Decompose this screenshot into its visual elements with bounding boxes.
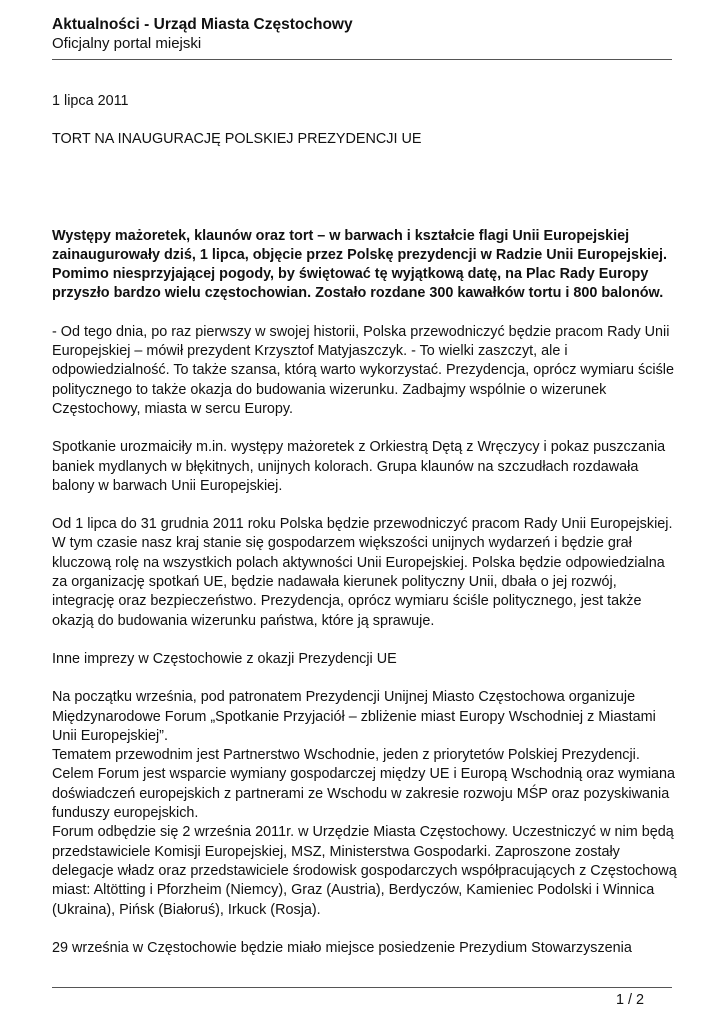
article-body: [52, 92, 677, 958]
article-paragraph: Od 1 lipca do 31 grudnia 2011 roku Polska będzie przewodniczyć pracom Rady Unii Europejskiej. W tym czasie nasz kraj stanie się gospodarzem większości unijnych wydarzeń i będzie grał kluczową rolę na wszystkich polach aktywności Unii Europejskiej. Polska będzie odpowiedzialna za organizację spotkań UE, będzie nadawała kierunek polityczny Unii, dbała o jej rozwój, integrację oraz bezpieczeństwo. Prezydencja, oprócz wymiaru ściśle politycznego, jest także okazją do budowania wizerunku państwa, które ją sprawuje.: [52, 516, 673, 629]
page-number: 1 / 2: [615, 992, 644, 1008]
header-divider: [52, 59, 672, 60]
page-header: [52, 15, 672, 53]
article-headline: TORT NA INAUGURACJĘ POLSKIEJ PREZYDENCJI UE: [52, 131, 422, 148]
article-paragraph: Spotkanie urozmaiciły m.in. występy mażoretek z Orkiestrą Dętą z Wręczycy i pokaz puszczania baniek mydlanych w błękitnych, unijnych kolorach. Grupa klaunów na szczudłach rozdawała balony w barwach Unii Europejskiej.: [52, 439, 666, 494]
footer-divider: [52, 987, 672, 988]
article-subheading: Inne imprezy w Częstochowie z okazji Prezydencji UE: [52, 650, 397, 667]
article-paragraph: - Od tego dnia, po raz pierwszy w swojej historii, Polska przewodniczyć będzie pracom Rady Unii Europejskiej – mówił prezydent Krzysztof Matyjaszczyk. - To wielki zaszczyt, ale i odpowiedzialność. To także szansa, którą warto wykorzystać. Prezydencja, oprócz wymiaru ściśle politycznego to także okazja do budowania wizerunku. Zadbajmy wspólnie o wizerunek Częstochowy, miasta w sercu Europy.: [52, 323, 674, 417]
article-lead: Występy mażoretek, klaunów oraz tort – w barwach i kształcie flagi Unii Europejskiej zainaugurowały dziś, 1 lipca, objęcie przez Polskę prezydencji w Radzie Unii Europejskiej. Pomimo niesprzyjającej pogody, by świętować tę wyjątkową datę, na Plac Rady Europy przyszło bardzo wielu częstochowian. Zostało rozdane 300 kawałków tortu i 800 balonów.: [52, 227, 667, 302]
site-title: Aktualności - Urząd Miasta Częstochowy: [52, 16, 353, 33]
article-paragraph: Na początku września, pod patronatem Prezydencji Unijnej Miasto Częstochowa organizuje Międzynarodowe Forum „Spotkanie Przyjaciół – zbliżenie miast Europy Wschodniej z Miastami Unii Europejskiej”.: [52, 689, 656, 744]
article-paragraph: Tematem przewodnim jest Partnerstwo Wschodnie, jeden z priorytetów Polskiej Prezydencji. Celem Forum jest wsparcie wymiany gospodarczej między UE i Europą Wschodnią oraz wymiana doświadczeń europejskich z partnerami ze Wschodu w zakresie rozwoju MŚP oraz pozyskiwania funduszy europejskich.: [52, 747, 676, 822]
article-paragraph: 29 września w Częstochowie będzie miało miejsce posiedzenie Prezydium Stowarzyszenia: [52, 939, 632, 956]
article-paragraph: Forum odbędzie się 2 września 2011r. w Urzędzie Miasta Częstochowy. Uczestniczyć w nim będą przedstawiciele Komisji Europejskiej, MSZ, Ministerstwa Gospodarki. Zaproszone zostały delegacje władz oraz przedstawiciele środowisk gospodarczych współpracujących z Częstochową miast: Altötting i Pforzheim (Niemcy), Graz (Austria), Berdyczów, Kamieniec Podolski i Winnica (Ukraina), Pińsk (Białoruś), Irkuck (Rosja).: [52, 824, 677, 918]
article-date: 1 lipca 2011: [52, 93, 129, 109]
site-subtitle: Oficjalny portal miejski: [52, 35, 202, 52]
